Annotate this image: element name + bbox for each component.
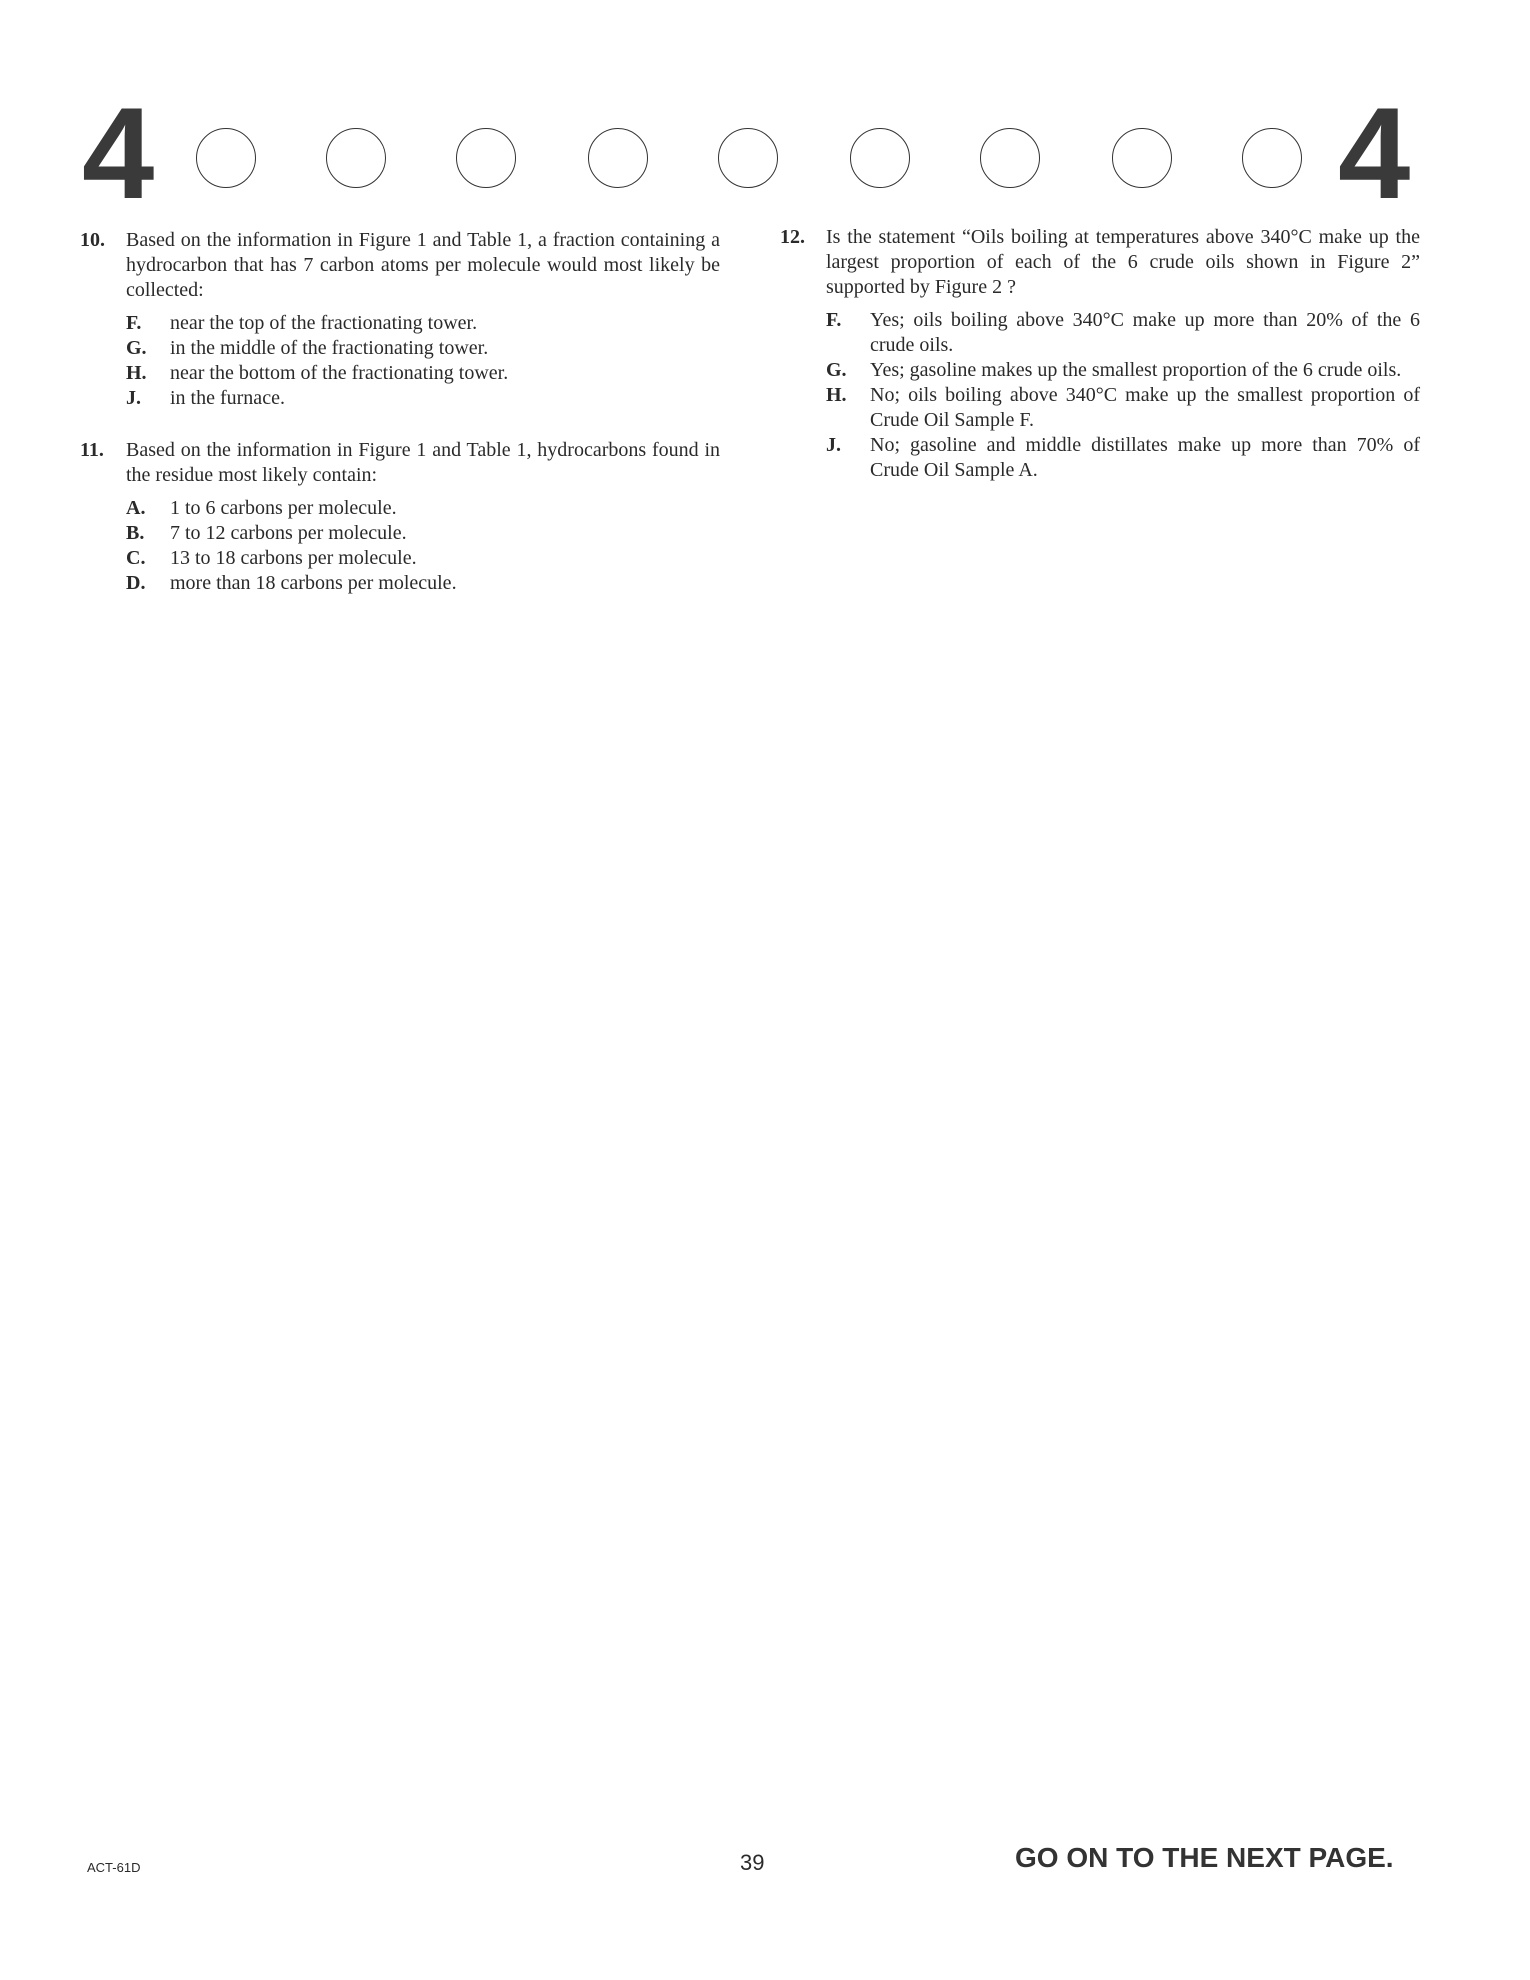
question-number: 11. (80, 439, 104, 461)
choice-text: near the bottom of the fractionating tower. (170, 362, 509, 384)
answer-choice[interactable] (126, 386, 720, 411)
question-stem: Based on the information in Figure 1 and Table 1, a fraction containing a hydrocarbon that has 7 carbon atoms per molecule would most likely be collected: (126, 229, 720, 301)
circle-decoration (326, 128, 386, 188)
choice-text: in the furnace. (170, 387, 285, 409)
question-10 (80, 228, 720, 411)
circle-decoration (1112, 128, 1172, 188)
answer-choice[interactable] (826, 383, 1420, 433)
choice-letter: J. (126, 387, 141, 409)
section-number-left: 4 (82, 80, 155, 226)
answer-choice[interactable] (826, 308, 1420, 358)
choice-text: 7 to 12 carbons per molecule. (170, 522, 407, 544)
circle-decoration (1242, 128, 1302, 188)
answer-choice[interactable] (826, 358, 1420, 383)
choice-letter: G. (126, 337, 147, 359)
answer-choice[interactable] (126, 571, 720, 596)
question-stem: Is the statement “Oils boiling at temperatures above 340°C make up the largest proportion of each of the 6 crude oils shown in Figure 2” supported by Figure 2 ? (826, 226, 1420, 298)
question-12 (780, 225, 1420, 483)
choice-text: 13 to 18 carbons per molecule. (170, 547, 417, 569)
circle-decoration (588, 128, 648, 188)
answer-choice[interactable] (126, 361, 720, 386)
circle-decoration (456, 128, 516, 188)
go-on-notice: GO ON TO THE NEXT PAGE. (1015, 1842, 1394, 1873)
choice-letter: B. (126, 522, 145, 544)
choice-text: near the top of the fractionating tower. (170, 312, 478, 334)
answer-choice[interactable] (126, 546, 720, 571)
circle-decoration (850, 128, 910, 188)
section-number-right: 4 (1338, 80, 1411, 226)
choice-text: Yes; gasoline makes up the smallest proportion of the 6 crude oils. (870, 359, 1402, 381)
choice-letter: F. (126, 312, 142, 334)
choice-text: No; oils boiling above 340°C make up the smallest proportion of Crude Oil Sample F. (870, 384, 1420, 431)
answer-choice[interactable] (126, 521, 720, 546)
form-code: ACT-61D (87, 1860, 141, 1875)
answer-choices (126, 311, 720, 411)
answer-choice[interactable] (126, 336, 720, 361)
page-number: 39 (740, 1850, 765, 1875)
choice-letter: J. (826, 434, 841, 456)
question-11 (80, 438, 720, 596)
question-number: 12. (780, 226, 805, 248)
choice-letter: G. (826, 359, 847, 381)
answer-choice[interactable] (126, 311, 720, 336)
choice-text: in the middle of the fractionating tower. (170, 337, 489, 359)
choice-letter: C. (126, 547, 146, 569)
circle-decoration (718, 128, 778, 188)
choice-text: more than 18 carbons per molecule. (170, 572, 457, 594)
choice-letter: H. (126, 362, 147, 384)
choice-text: Yes; oils boiling above 340°C make up more than 20% of the 6 crude oils. (870, 309, 1420, 356)
answer-choice[interactable] (126, 496, 720, 521)
answer-choices (826, 308, 1420, 483)
question-number: 10. (80, 229, 105, 251)
choice-text: No; gasoline and middle distillates make up more than 70% of Crude Oil Sample A. (870, 434, 1420, 481)
answer-choice[interactable] (826, 433, 1420, 483)
choice-letter: F. (826, 309, 842, 331)
choice-letter: D. (126, 572, 146, 594)
choice-letter: H. (826, 384, 847, 406)
choice-letter: A. (126, 497, 146, 519)
circle-decoration (196, 128, 256, 188)
choice-text: 1 to 6 carbons per molecule. (170, 497, 397, 519)
question-stem: Based on the information in Figure 1 and Table 1, hydrocarbons found in the residue most likely contain: (126, 439, 720, 486)
answer-choices (126, 496, 720, 596)
circle-decoration (980, 128, 1040, 188)
header-circles (196, 128, 1331, 198)
